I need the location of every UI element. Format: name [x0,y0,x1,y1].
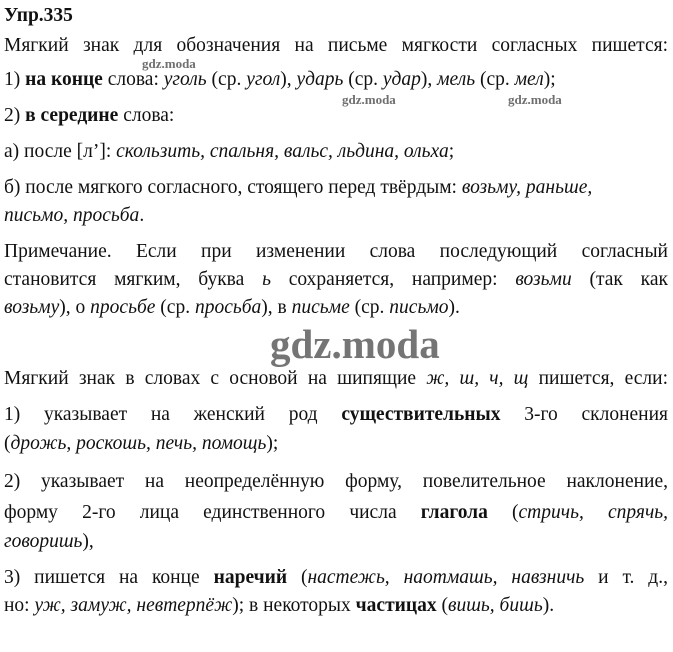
rule-1-item-2: 2) в середине слова: [4,105,175,126]
rule-1-item-2b-line-1: б) после мягкого согласного, стоящего перед твёрдым: возьму, раньше, [4,177,593,198]
rule-2-point-2-line-3: говоришь), [4,531,94,552]
rule-2-point-3-line-2: но: уж, замуж, невтерпёж); в некоторых частицах (вишь, бишь). [4,595,555,616]
note-line-2: становится мягким, буква ь сохраняется, например: возьми (так как [4,269,668,290]
rule-2-point-1-line-1: 1) указывает на женский род существительных 3-го склонения [4,404,669,425]
rule-2-intro: Мягкий знак в словах с основой на шипящие ж, ш, ч, щ пишется, если: [4,368,668,389]
rule-2-point-3-line-1: 3) пишется на конце наречий (настежь, наотмашь, навзничь и т. д., [4,567,668,588]
rule-1-item-2a: а) после [л’]: скользить, спальня, вальс, льдина, ольха; [4,141,455,162]
rule-2-point-2-line-1: 2) указывает на неопределённую форму, повелительное наклонение, [4,471,668,492]
note-line-1: Примечание. Если при изменении слова последующий согласный [4,241,668,262]
rule-1-item-2b-line-2: письмо, просьба. [4,205,145,226]
watermark-small-3: gdz.moda [508,92,562,107]
watermark-big: gdz.moda [270,321,440,367]
rule-2-point-1-line-2: (дрожь, роскошь, печь, помощь); [4,433,279,454]
note-line-3: возьму), о просьбе (ср. просьба), в письме (ср. письмо). [4,297,460,318]
rule-2-point-2-line-2: форму 2-го лица единственного числа глагола (стричь, спрячь, [4,502,668,523]
exercise-title: Упр.335 [4,5,73,26]
watermark-small-2: gdz.moda [342,92,396,107]
watermark-small-1: gdz.moda [142,56,196,71]
rule-1-item-1: 1) на конце слова: уголь (ср. угол), ударь (ср. удар), мель (ср. мел); [4,69,556,90]
rule-1-intro: Мягкий знак для обозначения на письме мягкости согласных пишется: [4,35,668,56]
